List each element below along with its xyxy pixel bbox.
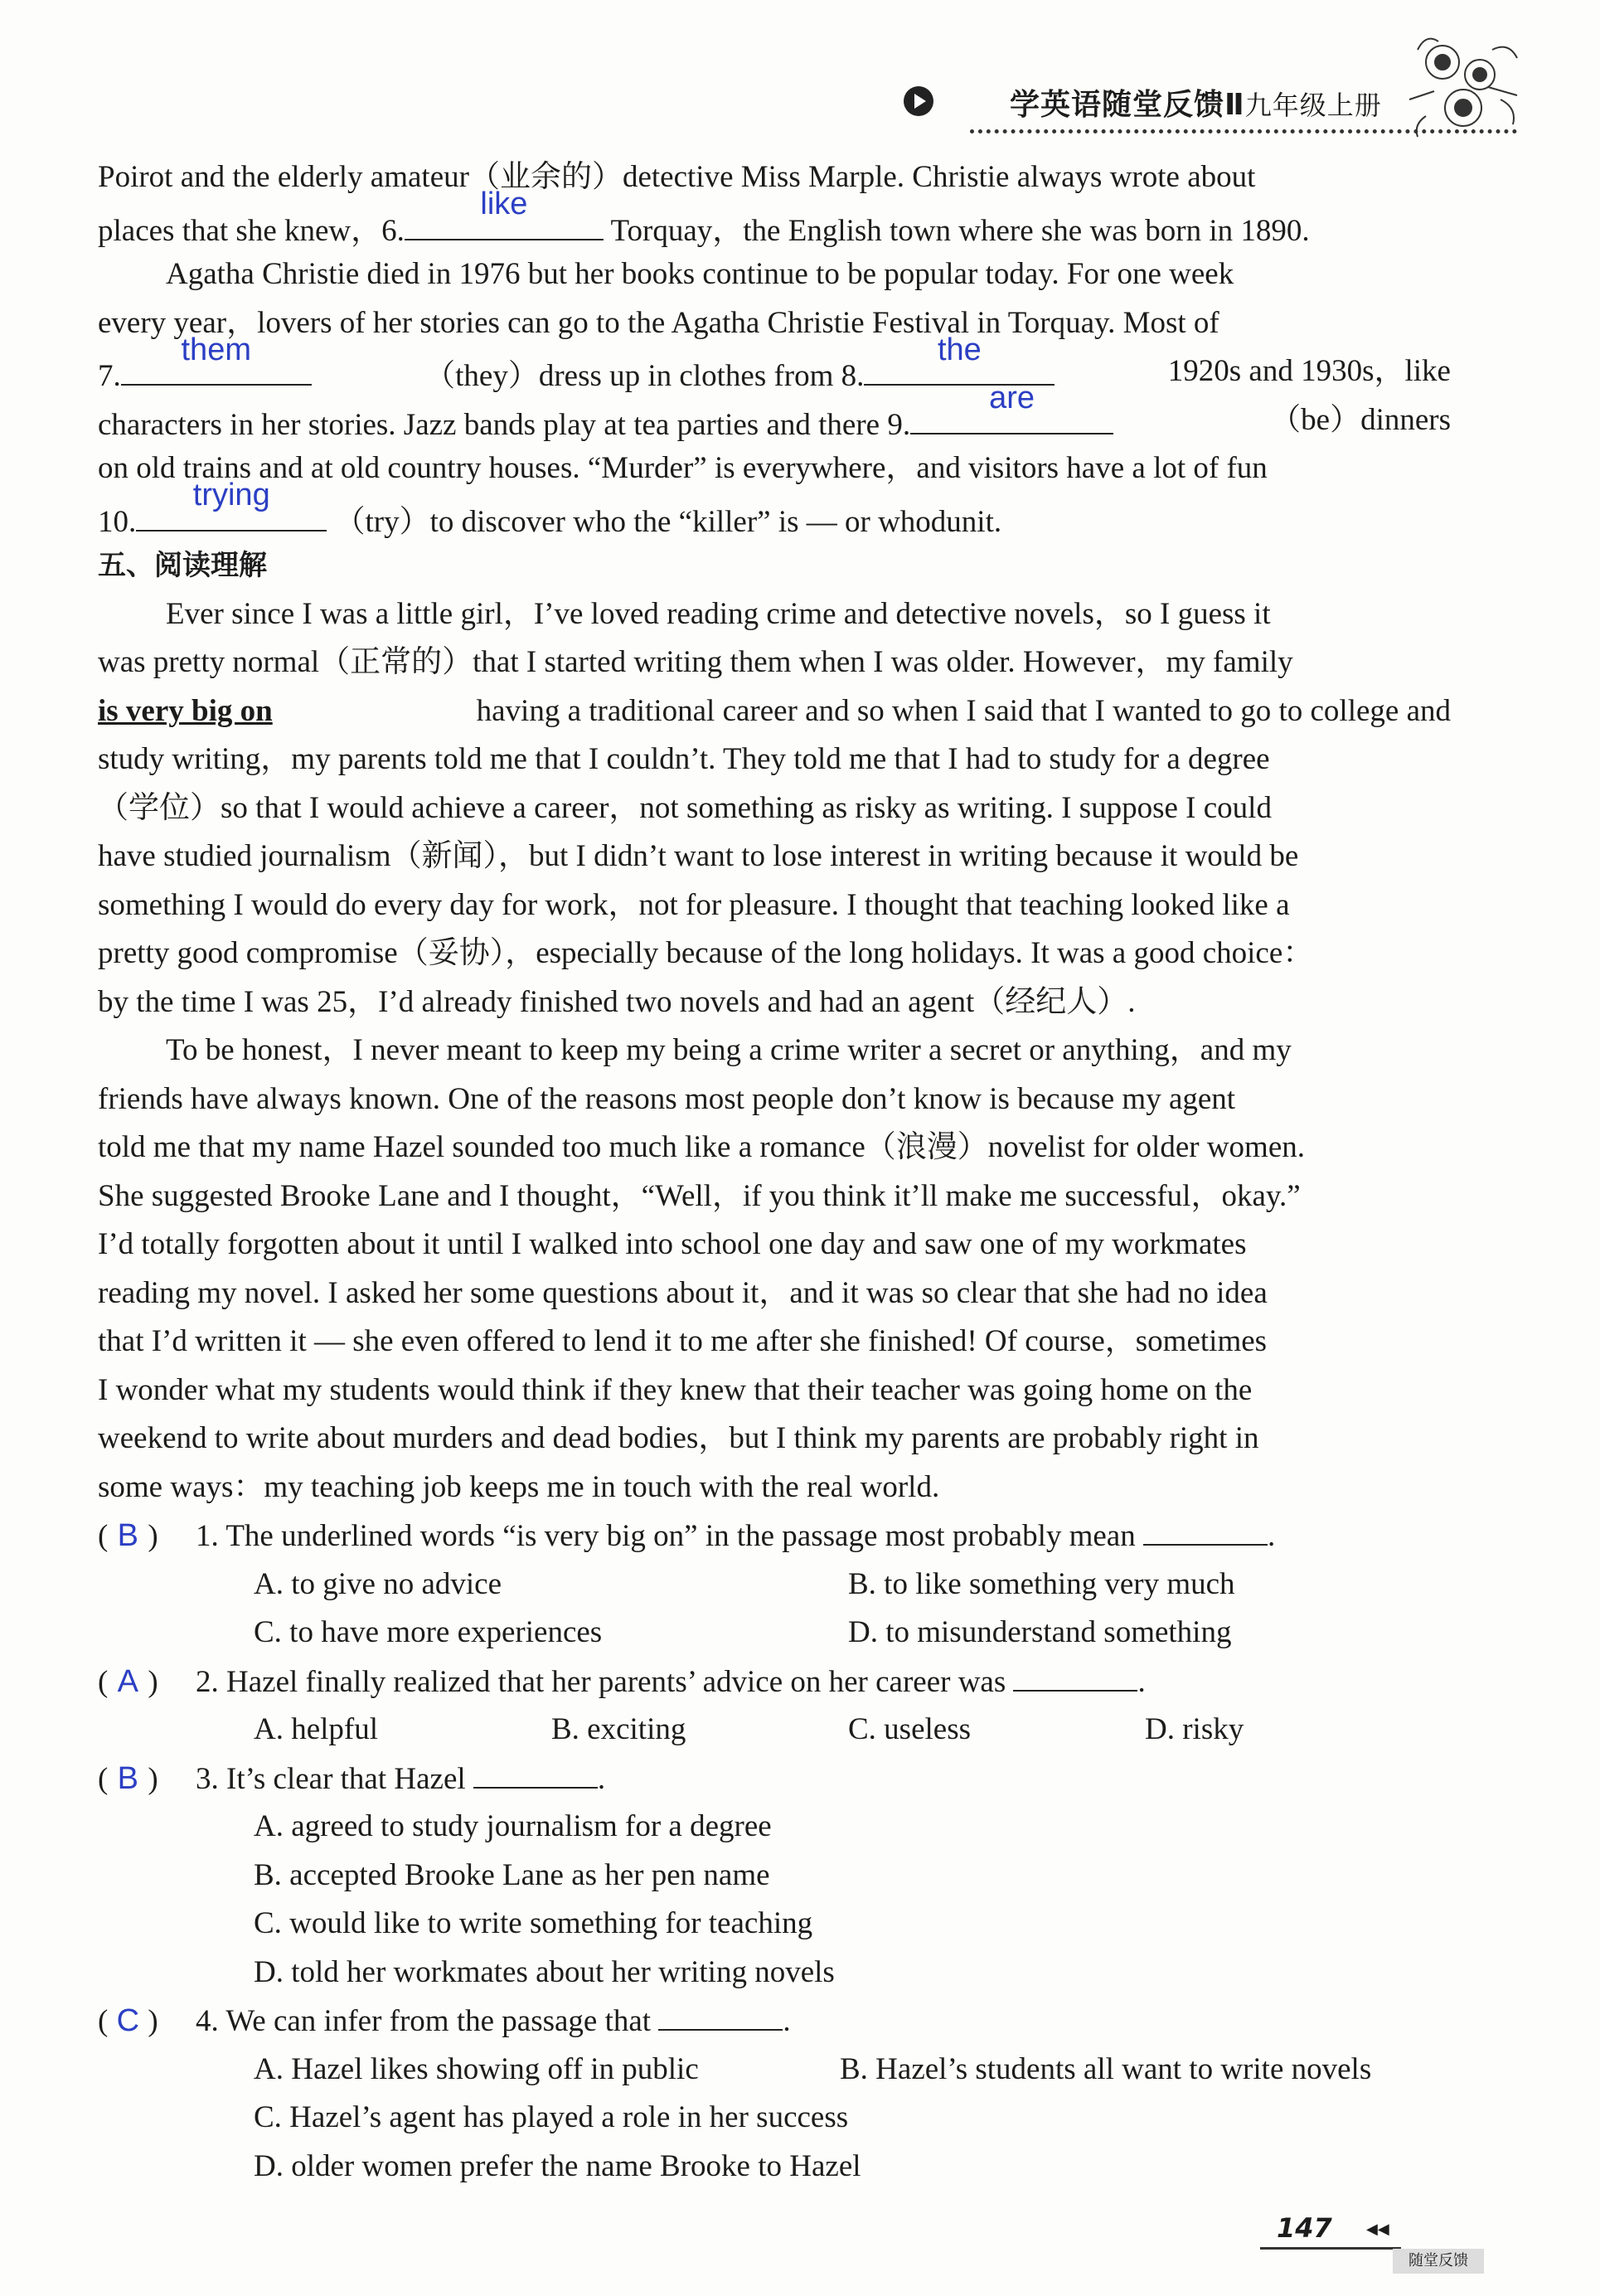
option-d: D. older women prefer the name Brooke to Hazel (254, 2148, 861, 2183)
answer-10: trying (192, 478, 270, 512)
question-3-answer: B (117, 1760, 138, 1796)
rewind-arrows-icon: ◀◀ (1366, 2221, 1389, 2237)
footer-badge: 随堂反馈 (1393, 2249, 1484, 2274)
option-c: C. would like to write something for teaching (254, 1906, 813, 1940)
question-3-options (98, 1852, 1451, 1900)
question-3-options (98, 1900, 1451, 1949)
text-line: 7. them （they）dress up in clothes from 8. the 1920s and 1930s，like (98, 347, 1451, 396)
option-b: B. Hazel’s students all want to write novels (840, 2051, 1372, 2086)
section-title: 五、阅读理解 (98, 549, 267, 582)
answer-blank-7 (121, 332, 312, 386)
option-c: C. to have more experiences (254, 1615, 603, 1649)
book-title: 学英语随堂反馈Ⅱ九年级上册 (1010, 88, 1382, 122)
question-3: ( B ) 3. It’s clear that Hazel . (98, 1755, 1451, 1803)
text-line: places that she knew，6. like Torquay，the English town where she was born in 1890. (98, 202, 1451, 251)
answer-9: are (989, 381, 1035, 415)
text-line: that I’d written it — she even offered to lend it to me after she finished! Of course，sometimes (98, 1324, 1268, 1358)
option-b: B. exciting (551, 1712, 686, 1746)
question-4-options (98, 2143, 1451, 2192)
answer-blank-10 (136, 478, 327, 532)
footer-divider (1260, 2247, 1401, 2250)
question-blank (473, 1762, 598, 1789)
answer-blank-6 (405, 187, 604, 240)
text-line: （学位）so that I would achieve a career，not something as risky as writing. I suppose I could (98, 790, 1272, 825)
text-line: Agatha Christie died in 1976 but her books continue to be popular today. For one week (166, 257, 1234, 291)
text-line: study writing，my parents told me that I couldn’t. They told me that I had to study for a degree (98, 742, 1270, 776)
question-1: ( B ) 1. The underlined words “is very big on” in the passage most probably mean . (98, 1512, 1451, 1561)
option-c: C. useless (848, 1712, 971, 1746)
option-d: D. to misunderstand something (848, 1615, 1232, 1649)
question-4-options (98, 2046, 1451, 2095)
option-d: D. told her workmates about her writing novels (254, 1954, 835, 1989)
text-line: friends have always known. One of the reasons most people don’t know is because my agent (98, 1081, 1236, 1116)
text-line: every year，lovers of her stories can go to the Agatha Christie Festival in Torquay. Most of (98, 305, 1219, 340)
text-line: on old trains and at old country houses. “Murder” is everywhere，and visitors have a lot of fun (98, 451, 1268, 485)
option-b: B. accepted Brooke Lane as her pen name (254, 1857, 770, 1892)
option-a: A. to give no advice (254, 1566, 502, 1601)
option-d: D. risky (1145, 1712, 1244, 1746)
option-c: C. Hazel’s agent has played a role in her success (254, 2100, 849, 2134)
text-line: by the time I was 25，I’d already finished two novels and had an agent（经纪人）. (98, 984, 1136, 1019)
question-2-options (98, 1706, 1451, 1755)
text-line: is very big on having a traditional career and so when I said that I wanted to go to college and (98, 687, 1451, 736)
question-4-options (98, 2094, 1451, 2143)
option-a: A. helpful (254, 1712, 379, 1746)
book-subtitle: 九年级上册 (1244, 90, 1382, 121)
answer-6: like (480, 187, 528, 221)
question-blank (1143, 1519, 1268, 1546)
underlined-phrase: is very big on (98, 693, 273, 728)
text-line: have studied journalism（新闻），but I didn’t want to lose interest in writing because it would be (98, 839, 1299, 873)
answer-8: the (937, 332, 982, 367)
answer-blank-9 (910, 381, 1113, 434)
text-line: told me that my name Hazel sounded too much like a romance（浪漫）novelist for older women. (98, 1130, 1305, 1164)
page-number: 147 (1277, 2212, 1332, 2244)
text-line: She suggested Brooke Lane and I thought，“Well，if you think it’ll make me successful，okay.” (98, 1178, 1301, 1213)
play-icon (904, 86, 933, 116)
question-blank (1013, 1665, 1137, 1692)
question-2-answer: A (117, 1663, 138, 1699)
text-line: To be honest，I never meant to keep my being a crime writer a secret or anything，and my (166, 1033, 1292, 1067)
text-line: I wonder what my students would think if they knew that their teacher was going home on the (98, 1372, 1253, 1407)
question-3-options (98, 1949, 1451, 1997)
question-blank (658, 2004, 783, 2031)
text-line: Ever since I was a little girl，I’ve loved reading crime and detective novels，so I guess it (166, 596, 1271, 631)
question-1-options (98, 1561, 1451, 1609)
text-line: was pretty normal（正常的）that I started writing them when I was older. However，my family (98, 645, 1293, 679)
text-line: something I would do every day for work，not for pleasure. I thought that teaching looked like a (98, 887, 1290, 922)
page-content (98, 153, 1451, 2191)
question-4-answer: C (116, 2003, 140, 2038)
text-line: weekend to write about murders and dead bodies，but I think my parents are probably right in (98, 1421, 1259, 1455)
question-1-answer: B (117, 1518, 138, 1553)
option-b: B. to like something very much (848, 1566, 1235, 1601)
text-line: pretty good compromise（妥协），especially because of the long holidays. It was a good choice： (98, 936, 1314, 970)
question-4: ( C ) 4. We can infer from the passage that . (98, 1997, 1451, 2046)
text-line: 10. trying （try）to discover who the “killer” is — or whodunit. (98, 493, 1451, 542)
question-1-options (98, 1609, 1451, 1658)
option-a: A. agreed to study journalism for a degree (254, 1809, 772, 1843)
text-line: Poirot and the elderly amateur（业余的）detective Miss Marple. Christie always wrote about (98, 160, 1256, 194)
flower-decoration-icon (1401, 25, 1534, 141)
text-line: reading my novel. I asked her some questions about it，and it was so clear that she had no idea (98, 1275, 1268, 1310)
answer-7: them (181, 332, 251, 367)
option-a: A. Hazel likes showing off in public (254, 2051, 699, 2086)
page-header (904, 80, 1484, 129)
text-line: characters in her stories. Jazz bands play at tea parties and there 9. are （be）dinners (98, 396, 1451, 445)
text-line: I’d totally forgotten about it until I walked into school one day and saw one of my workmates (98, 1227, 1247, 1261)
question-2: ( A ) 2. Hazel finally realized that her parents’ advice on her career was . (98, 1658, 1451, 1706)
question-3-options (98, 1803, 1451, 1852)
text-line: some ways：my teaching job keeps me in touch with the real world. (98, 1469, 940, 1504)
